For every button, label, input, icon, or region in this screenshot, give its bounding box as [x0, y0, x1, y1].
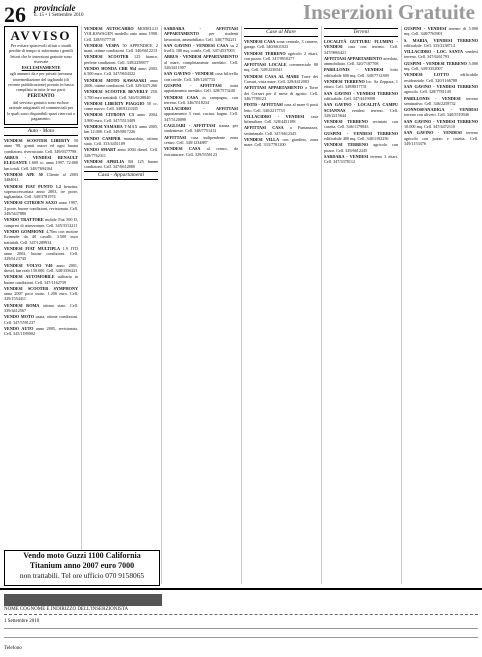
ad-heading: AFFITTASI APPARTAMENTO [244, 85, 303, 91]
ad-body: a Torre dei Corsari per il mese di agosto. Cell. 346/7780123 [244, 85, 318, 101]
classified-ad [244, 62, 318, 73]
ad-heading: AFFITTASI APPARTAMENTO [324, 55, 383, 61]
newspaper-logo: provinciale [34, 3, 76, 13]
notice-box [4, 26, 78, 125]
classified-ad [244, 39, 318, 50]
classified-ad [84, 26, 158, 42]
classified-ad [4, 274, 78, 285]
column-6 [401, 26, 478, 584]
ad-body: ottimo stato. Cell. 339/4412567 [4, 302, 78, 314]
ad-body: edificabile. Cell. 333/2238714 [404, 42, 455, 48]
ad-body: arredato, ammobiliato. Cell. 320/7187708 [324, 55, 398, 67]
classified-ad [244, 125, 318, 136]
coupon-header-bar [4, 594, 162, 606]
ad-body: commerciale 80 mq. Cell. 349/2236541 [244, 62, 318, 73]
classified-ad [244, 85, 318, 101]
classified-ad [324, 154, 398, 165]
classified-ad [324, 91, 398, 102]
classified-ad [4, 314, 78, 325]
ad-heading: GUSPINI - VENDESI TERRENO [404, 60, 467, 66]
ad-body: agricolo con pozzo. Cell. 329/6612245 [324, 142, 398, 153]
ad-heading: LOCALITÀ GUTTURU FLUMINI - VENDESI [324, 39, 398, 50]
classified-ad [84, 101, 158, 112]
coupon-divider [4, 614, 478, 615]
ad-body: 4,70m con motore Evinrude da 40 cavalli. 3.500 euro trattabili. Cell. 347/1289934 [4, 228, 78, 245]
issue-date: n. 15 • 1 Settembre 2010 [34, 13, 84, 18]
classified-ad [4, 172, 78, 183]
classified-ad [164, 71, 238, 82]
ad-heading: GONNOSFANADIGA - VENDESI [404, 107, 478, 113]
ad-body: anno 1997, 3 porte, buone condizioni, revisionata. Cell. 349/5437880 [4, 200, 78, 217]
ad-body: casa bilivello con cortile. Cell. 349/1267733 [164, 71, 238, 82]
ad-heading: AFFITTASI [164, 134, 187, 140]
ad-body: anno 2004. 3.900 euro. Cell. 347/5513409 [84, 112, 158, 123]
ad-heading: VENDESI SCOOTER BEVERLY [84, 89, 149, 95]
ad-body: 1.600 cc. anno 1997. 72.000 km totali. Cell. 348/7694164 [4, 160, 78, 171]
ad-heading: AFFITTASI LOCALE [244, 62, 287, 68]
ad-heading: VENDESI TERRENO [324, 119, 368, 125]
ad-heading: VENDO HONDA CBR 954 [84, 66, 137, 72]
ad-heading: VENDESI APRILIA [84, 158, 125, 164]
ad-heading: VENDESI VESPA [84, 42, 120, 48]
ad-body: anno 2004 diesel. Cell. 328/7762311 [84, 147, 158, 158]
ad-body: usata, ottime condizioni. Cell. 347/5591237 [4, 314, 78, 325]
classified-ad [404, 61, 478, 72]
ad-heading: VENDESI LIBERTY PIAGGIO [84, 100, 145, 106]
ad-body: MODELLO VOLKSWAGEN modello auto anno 1998. Cell. 328/9377718 [84, 26, 158, 42]
ad-body: terreno con uliveto. Cell. 340/5519946 [404, 112, 469, 118]
classified-ad [404, 119, 478, 130]
classified-ad [84, 78, 158, 89]
classified-ad [244, 102, 318, 113]
ad-body: in campagna, con terreno. Cell. 346/5518234 [164, 94, 238, 105]
column-5 [321, 26, 398, 584]
column-1-entries [4, 138, 78, 336]
classified-ad [404, 130, 478, 146]
page-header [0, 0, 482, 26]
ad-body: agricolo. Cell. 328/7781149 [404, 89, 451, 95]
classified-ad [4, 303, 78, 314]
ad-heading: VENDESI TERRENO [244, 50, 286, 56]
column-2-entries [84, 26, 158, 169]
section-rubric: Inserzioni Gratuite [302, 0, 475, 24]
classified-ad [404, 38, 478, 49]
ad-heading: VENDESI CITROEN SAXO [4, 200, 58, 206]
ad-heading: VILLACIDRO - VENDESI [244, 113, 305, 119]
ad-heading: VENDO TRATTORE [4, 217, 44, 223]
ad-heading: VILLACIDRO - LOC. SANTA [404, 49, 464, 55]
ad-body: anno 2007 poco usato. 1.200 euro. Cell. 329/1554411 [4, 291, 78, 302]
classified-ad [244, 74, 318, 85]
ad-heading: VENDESI AUTOMOBILE [4, 274, 55, 280]
ad-heading: VENDESI CITROEN C3 [84, 112, 134, 118]
classified-ad [4, 326, 78, 337]
ad-heading: SAN GAVINO - VENDESI TERRENO [324, 90, 398, 96]
ad-heading: SAN GAVINO - VENDESI [164, 71, 214, 77]
ad-body: terreno seminativo. Cell. 346/2258732 [404, 95, 478, 106]
ad-body: vendesi terreno. Cell. 328/2215644 [324, 107, 398, 118]
ad-body: T-MAX anno 2005, km 12.000. Cell. 349/8817226 [84, 124, 158, 135]
ad-body: 50 anno '98, gomit nuovi ed ogni buona condizioni, riverniciato. Cell. 349/0377798 [4, 138, 78, 154]
column-1 [4, 26, 78, 584]
ad-heading: PISTIS - AFFITTASI [244, 102, 283, 108]
ad-body: edificabile. Cell. 347/4419098 [324, 95, 375, 101]
ad-body: terreno 3 ettari. Cell. 347/3378112 [324, 153, 398, 165]
classified-ad [84, 124, 158, 135]
ad-body: appartamento 3 vani, cucina, bagno. Cell. 347/5120098 [164, 111, 238, 122]
classified-ad [324, 142, 398, 153]
classified-ad [84, 159, 158, 170]
ad-heading: VENDESI VILLA [244, 137, 280, 143]
ad-body: mobile Fiat 500 D, compresi di attrezzature. Cell. 345/3312211 [4, 217, 78, 228]
classified-ad [4, 184, 78, 200]
ad-body: 10.000 mq. Cell. 347/4472110 [404, 124, 456, 130]
classified-ad [4, 200, 78, 216]
ad-heading: VENDESI CASA AL MARE [244, 73, 300, 79]
page-number: 26 [4, 2, 26, 27]
classified-ad [164, 95, 238, 106]
ad-body: anno 2003. 6.500 euro. Cell. 347/9654322 [84, 66, 158, 77]
ad-body: 125 bianco, perfette condizioni. Cell. 349/2258877 [84, 54, 158, 65]
classified-ad [324, 131, 398, 142]
ad-heading: VENDESI CASA [244, 39, 276, 44]
section-heading-casa: Casa - Appartamenti [84, 171, 158, 180]
notice-text-1: Per evitare spiacevoli rifiuti o inutili perdite di tempo si informano i gentili lettori che le inserzioni gratuite sono riservate [9, 43, 73, 64]
classified-ad [244, 137, 318, 148]
ad-line-3: non trattabili. Tel ore ufficio 070 9158065 [19, 571, 145, 580]
ad-body: su 2 livelli, 180 mq, cortile. Cell. 347/4537003 [164, 42, 238, 54]
ad-heading: S. MARIA, VENDESI TERRENO [404, 37, 478, 43]
ad-heading: VENDESI CASA [164, 94, 199, 100]
ad-body: lotto edificabile 600 mq. Cell. 340/7712389 [324, 67, 398, 78]
classified-ad [164, 54, 238, 70]
ad-body: Torre dei Corsari, vista mare. Cell. 329/4412003 [244, 73, 318, 85]
ad-heading: VENDESI VOLVO V40 [4, 262, 53, 268]
ad-body: anno 2006, ottime condizioni. Cell. 329/4471266 [84, 77, 158, 88]
coupon-form [0, 588, 482, 657]
classified-ad [164, 135, 238, 146]
classified-ad [324, 56, 398, 67]
ad-heading: GUSPINI - VENDESI [404, 26, 447, 31]
ad-heading: ARBUS - VENDESI RENAULT ELEGANTE [4, 155, 78, 166]
ad-body: stanza per studentesse. Cell. 348/7751412 [164, 123, 238, 134]
classified-ad [4, 263, 78, 274]
classified-ad [164, 43, 238, 54]
ad-body: 5.000 mq. Cell. 349/3352007 [404, 60, 478, 72]
ad-body: 250. 1.700 euro trattabili. Cell. 346/5128840 [84, 89, 158, 100]
ad-body: casa con terreno. Cell. 347/9865421 [324, 44, 398, 55]
classified-ad [324, 67, 398, 78]
classified-ad [244, 114, 318, 125]
classified-ad [404, 26, 478, 37]
classified-ad [84, 112, 158, 123]
ad-heading: SAN GAVINO - VENDESI TERRENO [404, 118, 478, 124]
ad-heading: PABILLONIS - VENDESI [404, 95, 461, 101]
ad-body: terreno di 5.000 mq. Cell. 348/7765901 [404, 26, 478, 37]
ad-heading: VENDO GOMMONE [4, 228, 45, 234]
classifieds-columns [4, 26, 478, 584]
ad-heading: ARBUS - VENDESI APPARTAMENTO [164, 54, 238, 60]
ad-heading: SAN GAVINO - LOCALITÀ CAMPU SCIANNAS [324, 102, 398, 113]
ad-heading: VENDESI SCOOTER LIBERTY [4, 138, 70, 144]
ad-heading: VENDESI CASA [164, 146, 201, 152]
classified-ad [4, 229, 78, 245]
ad-body: casa indipendente zona centro. Cell. 340/1234887 [164, 134, 238, 145]
column-3 [161, 26, 238, 584]
classified-ad [84, 54, 158, 65]
ad-body: casa bifamiliare. Cell. 328/4451188 [244, 113, 318, 125]
ad-body: RS 125 buone condizioni. Cell. 347/6612880 [84, 158, 158, 170]
ad-heading: VENDESI SCOOTER SYMPHONY [4, 285, 78, 291]
ad-body: casa al mare 6 posti letto. Cell. 340/2217733 [244, 102, 318, 113]
column-4 [241, 26, 318, 584]
classified-ad [404, 49, 478, 60]
ad-heading: GUSPINI - AFFITTASI [164, 82, 222, 88]
coupon-phone-label: Telefono [4, 646, 22, 651]
classified-ad [164, 83, 238, 94]
ad-body: edificabile 400 mq. Cell. 340/1192256 [324, 136, 389, 142]
ad-line-2: Titanium anno 2007 euro 7000 [29, 561, 135, 570]
ad-heading: VENDO CAMPER [84, 135, 121, 141]
ad-body: 50 cc, come nuovo. Cell. 340/8123345 [84, 100, 158, 112]
classified-ad [324, 119, 398, 130]
ad-body: agricolo 2 ettari, con pozzo. Cell. 347/9910277 [244, 50, 318, 61]
ad-body: 1.9 JTD anno 2002, buone condizioni. Cell. 329/6123745 [4, 245, 78, 262]
column-3-entries [164, 26, 238, 157]
ad-body: Cliente al 2003 3484011 [4, 171, 78, 183]
ad-body: anno 2001, diesel, km reali 150.000. Cell. 348/3356221 [4, 262, 78, 273]
ad-body: edificabile residenziale. Cell. 320/1166788 [404, 72, 478, 83]
classified-ad [164, 123, 238, 134]
ad-body: con giardino, zona mare. Cell. 333/7781200 [244, 137, 318, 148]
classified-ad [404, 72, 478, 83]
ad-heading: VENDESI TERRENO [324, 142, 369, 148]
classified-ad [404, 96, 478, 107]
ad-heading: GUSPINI - VENDESI TERRENO [324, 130, 398, 136]
column-5-entries [324, 39, 398, 165]
ad-body: al centro, da ristrutturare. Cell. 329/5556123 [164, 146, 238, 157]
ad-heading: VENDO MOTO [4, 314, 34, 320]
classified-ad [4, 138, 78, 154]
ad-body: loc. Sa Zeppara, 1 ettaro. Cell. 349/8817731 [324, 79, 398, 90]
ad-body: vendesi terreno. Cell. 347/6261793 [404, 49, 478, 60]
ad-heading: CAGLIARI - AFFITTASI [164, 123, 216, 129]
section-heading-auto-moto: Auto - Moto [4, 127, 78, 136]
ad-heading: VENDESI LOTTO [404, 72, 449, 78]
classified-ad [164, 106, 238, 122]
ad-body: benzina, superaccessoriata anno 2003, tre porte, tagliandata. Cell. 340/3781974 [4, 183, 78, 200]
column-4-entries [244, 39, 318, 148]
ad-body: 50 APPENDICE 2 mani, ottime condizioni. Cell. 340/6612213 [84, 42, 158, 54]
ad-heading: VENDESI FIAT PUNTO 1.2 [4, 183, 61, 189]
ad-heading: SAN GAVINO - VENDESI TERRENO [404, 83, 478, 89]
ad-body: terreno agricolo con pozzo e casetta. Cell. 349/1153376 [404, 130, 478, 146]
ad-body: anno 2005, revisionata. Cell. 345/1189002 [4, 325, 78, 337]
ad-heading: SAN GAVINO - VENDESI [404, 130, 462, 136]
ad-heading: VENDESI FIAT MULTIPLA [4, 245, 60, 251]
ad-heading: VENDESI SCOOTER [84, 54, 129, 60]
classified-ad [84, 89, 158, 100]
ad-heading: VENDESI AUTOCARRO [84, 26, 134, 31]
classified-ad [324, 79, 398, 90]
ad-body: al mare, completamente arredato. Cell. 320/4411907 [164, 59, 238, 71]
ad-body: a Funtanazza, settimanale. Cell. 347/6612345 [244, 125, 318, 136]
classified-ad [404, 84, 478, 95]
ad-heading: PABILLONIS - VENDESI [324, 67, 384, 73]
ad-heading: VENDESI YAMAHA [84, 124, 123, 130]
classified-ad [84, 66, 158, 77]
ad-heading: VENDESI APE 50 [4, 171, 43, 177]
coupon-write-line[interactable] [4, 637, 478, 638]
notice-text-3: agli annunci da e per privati (nessuna intermediazione del tagliando (di recente pubblicazione) portato in basso compilato in tutte le sue parti. [8, 71, 74, 93]
ad-body: mansardato, ottimo stato. Cell. 333/4451109 [84, 135, 158, 146]
section-heading-case-al-mare: Case al Mare [244, 28, 318, 37]
ad-heading: VENDESI MOTO KAWASAKI [84, 77, 147, 83]
ad-line-1: Vendo moto Guzzi 1100 California [23, 551, 141, 560]
classified-ad [324, 102, 398, 118]
ad-heading: VENDO SMART [84, 147, 116, 153]
classified-ad [4, 217, 78, 228]
classified-ad [244, 51, 318, 62]
coupon-title: NOME COGNOME E INDIRIZZO DELL'INSERZIONISTA [4, 607, 129, 612]
ad-heading: SARDARA - VENDESI [324, 153, 369, 159]
notice-text-2: ESCLUSIVAMENTE [21, 65, 61, 71]
column-6-entries [404, 26, 478, 146]
notice-title: AVVISO [10, 28, 72, 43]
notice-text-5: dal servizio gratuito sono escluse aziende artigianali ed commerciali per le quali sono disponibili spazi riservati a pagamento. [7, 99, 75, 121]
ad-heading: SARDARA - AFFITTASI APPARTAMENTO [164, 26, 238, 37]
classified-ad [84, 43, 158, 54]
column-2 [81, 26, 158, 584]
coupon-date: 1 Settembre 2010 [4, 619, 40, 624]
classified-ad [164, 26, 238, 42]
classified-ad [4, 286, 78, 302]
notice-text-4: PERTANTO [27, 93, 55, 99]
ad-heading: VENDESI TERRENO [324, 79, 365, 85]
ad-body: per studenti lavoratori, ammobiliato. Cell. 340/7782211 [164, 31, 238, 42]
ad-heading: VENDESI ROMA [4, 302, 40, 308]
ad-body: recintato con casetta. Cell. 346/1179843 [324, 119, 398, 130]
classified-ad [324, 39, 398, 55]
moto-guzzi-ad [4, 550, 160, 586]
classified-ad [4, 155, 78, 171]
section-heading-terreni: Terreni [324, 28, 398, 37]
classified-ad [84, 147, 158, 158]
ad-body: mini appartamento arredato. Cell. 328/7573240 [164, 82, 238, 94]
classified-ad [4, 246, 78, 262]
coupon-write-line[interactable] [4, 628, 478, 629]
classified-ad [84, 136, 158, 147]
ad-heading: VENDO AUTO [4, 325, 34, 331]
ad-heading: SAN GAVINO - VENDESI CASA [164, 42, 229, 48]
ad-heading: VILLACIDRO - AFFITTASI [164, 106, 238, 112]
classified-ad [404, 107, 478, 118]
ad-body: zona centrale, 3 camere, garage. Cell. 340/6611023 [244, 39, 318, 50]
ad-heading: AFFITTASI CASA [244, 125, 284, 131]
classified-ad [164, 146, 238, 157]
ad-body: utilitaria in buone condizioni. Cell. 347/1162739 [4, 274, 78, 285]
